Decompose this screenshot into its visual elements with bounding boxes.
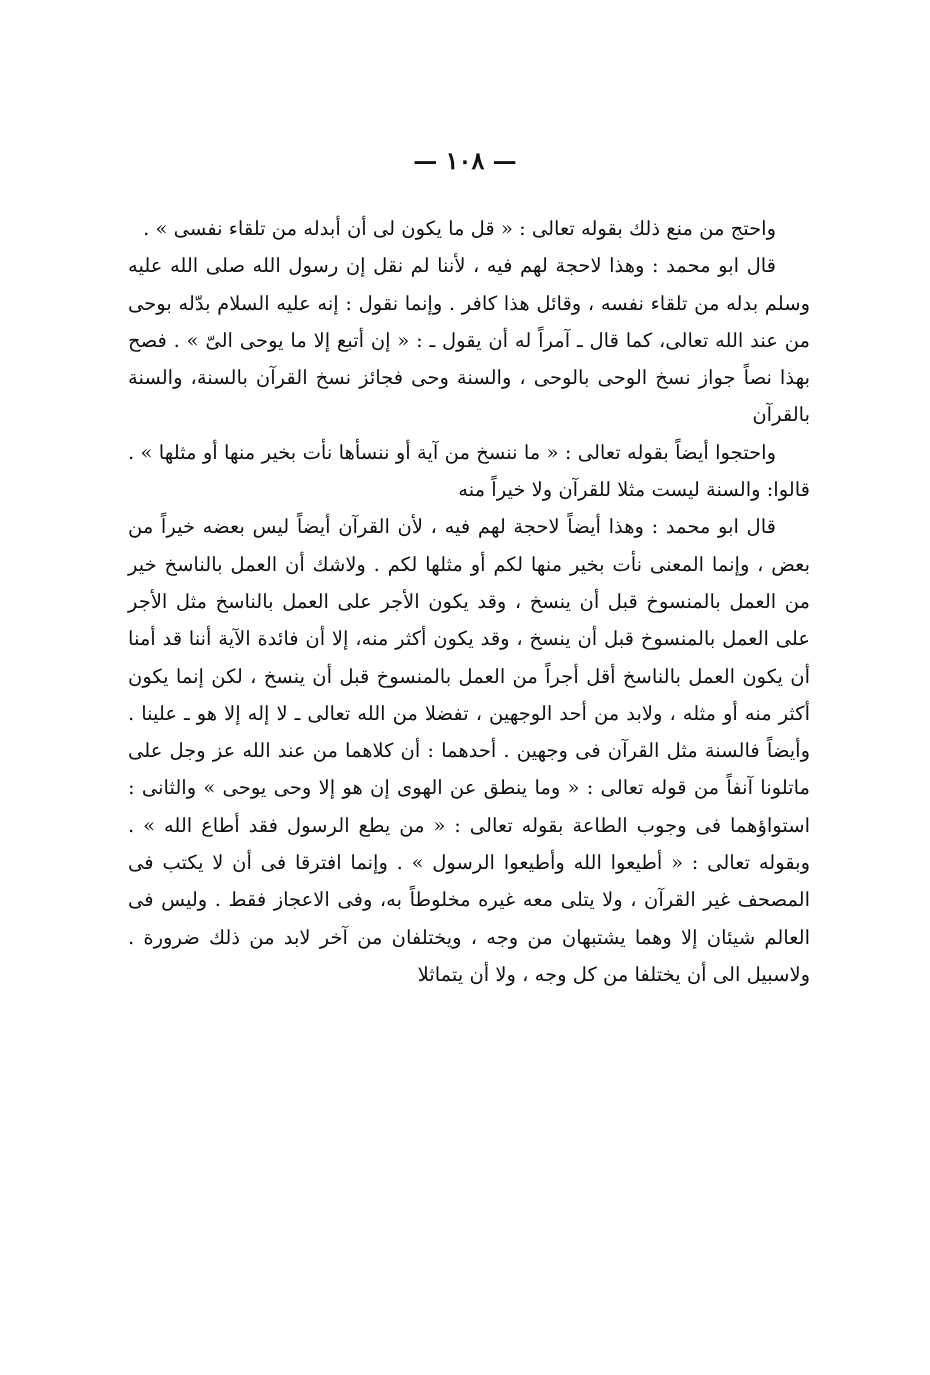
paragraph-1: واحتج من منع ذلك بقوله تعالى : « قل ما يكون لى أن أبدله من تلقاء نفسى » . bbox=[143, 217, 776, 240]
page-number: — ١٠٨ — bbox=[413, 146, 517, 175]
paragraph-3: واحتجوا أيضاً بقوله تعالى : « ما ننسخ من آية أو ننسأها نأت بخير منها أو مثلها » . قالوا: والسنة ليست مثلا للقرآن ولا خيراً منه bbox=[128, 440, 810, 502]
paragraph-4: قال ابو محمد : وهذا أيضاً لاحجة لهم فيه ، لأن القرآن أيضاً ليس بعضه خيراً من بعض ، وإنما المعنى نأت بخير منها لكم أو مثلها لكم . ولاشك أن العمل بالناسخ خير من العمل بالمنسوخ قبل أن ينسخ ، وقد يكون الأجر على العمل بالناسخ مثل الأجر على العمل بالمنسوخ قبل أن ينسخ ، وقد يكون أكثر منه، إلا أن فائدة الآية أننا قد أمنا أن يكون العمل بالناسخ أقل أجراً من العمل بالمنسوخ قبل أن ينسخ ، لكن إنما يكون أكثر منه أو مثله ، ولابد من أحد الوجهين ، تفضلا من الله تعالى ـ لا إله إلا هو ـ علينا . وأيضاً فالسنة مثل القرآن فى وجهين . أحدهما : أن كلاهما من عند الله عز وجل على ماتلونا آنفاً من قوله تعالى : « وما ينطق عن الهوى إن هو إلا وحى يوحى » والثانى : استواؤهما فى وجوب الطاعة بقوله تعالى : « من يطع الرسول فقد أطاع الله » . وبقوله تعالى : « أطيعوا الله وأطيعوا الرسول » . وإنما افترقا فى أن لا يكتب فى المصحف غير القرآن ، ولا يتلى معه غيره مخلوطاً به، وفى الاعجاز فقط . وليس فى العالم شيئان إلا وهما يشتبهان من وجه ، ويختلفان من آخر لابد من ذلك ضرورة . ولاسبيل الى أن يختلفا من كل وجه ، ولا أن يتماثلا bbox=[128, 515, 810, 986]
paragraph-2: قال ابو محمد : وهذا لاحجة لهم فيه ، لأننا لم نقل إن رسول الله صلى الله عليه وسلم بدله من تلقاء نفسه ، وقائل هذا كافر . وإنما نقول : إنه عليه السلام بدّله بوحى من عند الله تعالى، كما قال ـ آمراً له أن يقول ـ : « إن أتبع إلا ما يوحى الىّ » . فصح بهذا نصاً جواز نسخ الوحى بالوحى ، والسنة وحى فجائز نسخ القرآن بالسنة، والسنة بالقرآن bbox=[128, 254, 810, 427]
body-text bbox=[128, 210, 810, 993]
